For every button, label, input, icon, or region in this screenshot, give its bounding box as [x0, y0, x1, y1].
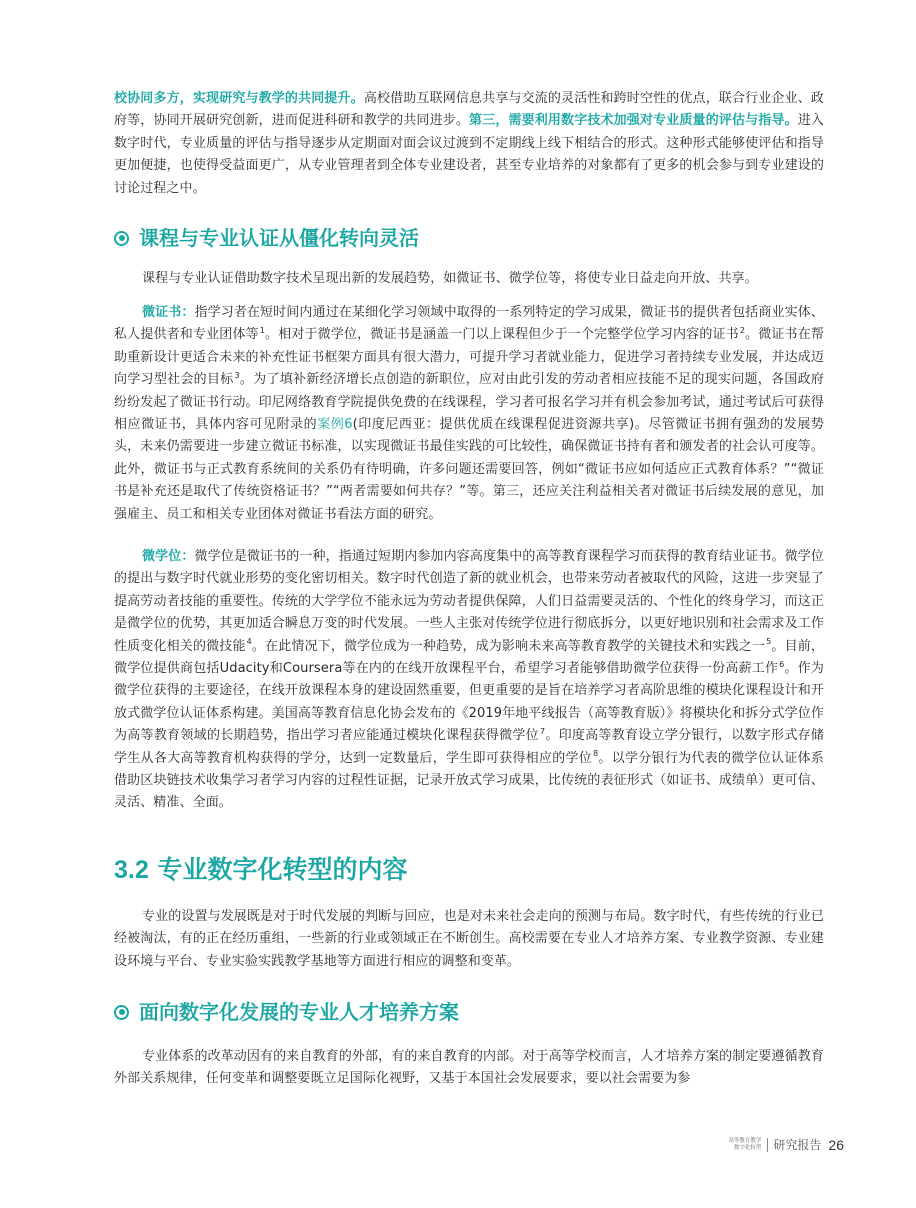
page-number: 26	[828, 1136, 844, 1153]
paragraph-trend: 课程与专业认证借助数字技术呈现出新的发展趋势，如微证书、微学位等，将使专业日益走向开放、共享。	[142, 271, 758, 286]
footnote-ref[interactable]: 1	[259, 326, 265, 336]
paragraph-intro: 校协同多方，实现研究与教学的共同提升。高校借助互联网信息共享与交流的灵活性和跨时空性的优点，联合行业企业、政府等，协同开展研究创新，进而促进科研和教学的共同进步。第三，需要利用数字技术加强对专业质量的评估与指导。进入数字时代，专业质量的评估与指导逐步从定期面对面会议过渡到不定期线上线下相结合的形式。这种形式能够使评估和指导更加便捷，也使得受益面更广，从专业管理者到全体专业建设者，甚至专业培养的对象都有了更多的机会参与到专业建设的讨论过程之中。	[114, 91, 824, 196]
section-heading-certification: 课程与专业认证从僵化转向灵活	[114, 224, 419, 252]
bullseye-icon	[114, 1005, 129, 1020]
section-heading-talent-plan: 面向数字化发展的专业人才培养方案	[114, 998, 459, 1026]
footer-report-title: 研究报告	[773, 1138, 822, 1152]
bullseye-icon	[114, 231, 129, 246]
paragraph-micro-degree: 微学位：微学位是微证书的一种，指通过短期内参加内容高度集中的高等教育课程学习而获得的教育结业证书。微学位的提出与数字时代就业形势的变化密切相关。数字时代创造了新的就业机会，也带来劳动者被取代的风险，这进一步突显了提高劳动者技能的重要性。传统的大学学位不能永远为劳动者提供保障，人们日益需要灵活的、个性化的终身学习，而这正是微学位的优势，其更加适合瞬息万变的时代发展。一些人主张对传统学位进行彻底拆分，以更好地识别和社会需求及工作性质变化相关的微技能$^4$。在此情况下，微学位成为一种趋势，成为影响未来高等教育教学的关键技术和实践之一$^5$。目前，微学位提供商包括Udacity和Coursera等在内的在线开放课程平台，希望学习者能够借助微学位获得一份高薪工作$^6$。作为微学位获得的主要途径，在线开放课程本身的建设固然重要，但更重要的是旨在培养学习者高阶思维的模块化课程设计和开放式微学位认证体系构建。美国高等教育信息化协会发布的《2019年地平线报告（高等教育版）》将模块化和拆分式学位作为高等教育领域的长期趋势，指出学习者应能通过模块化课程获得微学位$^7$。印度高等教育设立学分银行，以数字形式存储学生从各大高等教育机构获得的学分，达到一定数量后，学生即可获得相应的学位$^8$。以学分银行为代表的微学位认证体系借助区块链技术收集学习者学习内容的过程性证据，记录开放式学习成果，比传统的表征形式（如证书、成绩单）更可信、灵活、精准、全面。	[114, 549, 824, 811]
footnote-ref[interactable]: 4	[246, 637, 252, 647]
term-micro-degree: 微学位：	[142, 549, 195, 564]
paragraph-content-intro: 专业的设置与发展既是对于时代发展的判断与回应，也是对未来社会走向的预测与布局。数字时代，有些传统的行业已经被淘汰，有的正在经历重组，一些新的行业或领域正在不断创生。高校需要在专业人才培养方案、专业教学资源、专业建设环境与平台、专业实验实践教学基地等方面进行相应的调整和变革。	[114, 909, 824, 969]
chapter-heading	[114, 854, 408, 886]
chapter-title: 专业数字化转型的内容	[157, 855, 408, 884]
footnote-ref[interactable]: 5	[766, 637, 772, 647]
bold-lead: 校协同多方，实现研究与教学的共同提升。	[114, 91, 364, 106]
footnote-ref[interactable]: 7	[539, 726, 546, 736]
bold-third-point: 第三，需要利用数字技术加强对专业质量的评估与指导。	[469, 113, 798, 129]
footer-divider	[767, 1138, 768, 1152]
report-logo: 高等教育教学 数字化转型	[728, 1138, 762, 1151]
case-link[interactable]: 案例6	[317, 417, 353, 433]
paragraph-reform: 专业体系的改革动因有的来自教育的外部，有的来自教育的内部。对于高等学校而言，人才培养方案的制定要遵循教育外部关系规律，任何变革和调整要既立足国际化视野，又基于本国社会发展要求，要以社会需要为参	[114, 1049, 824, 1087]
footnote-ref[interactable]: 3	[234, 370, 240, 380]
term-micro-credential: 微证书：	[142, 305, 195, 320]
paragraph-micro-credential: 微证书：指学习者在短时间内通过在某细化学习领域中取得的一系列特定的学习成果，微证书的提供者包括商业实体、私人提供者和专业团体等$^1$。相对于微学位，微证书是涵盖一门以上课程但少于一个完整学位学习内容的证书$^2$。微证书在帮助重新设计更适合未来的补充性证书框架方面具有很大潜力，可提升学习者就业能力，促进学习者持续专业发展，并达成迈向学习型社会的目标$^3$。为了填补新经济增长点创造的新职位，应对由此引发的劳动者相应技能不足的现实问题，各国政府纷纷发起了微证书行动。印尼网络教育学院提供免费的在线课程，学习者可报名学习并有机会参加考试，通过考试后可获得相应微证书，具体内容可见附录的案例6(印度尼西亚：提供优质在线课程促进资源共享)。尽管微证书拥有强劲的发展势头，未来仍需要进一步建立微证书标准，以实现微证书最佳实践的可比较性，确保微证书持有者和颁发者的社会认可度等。此外，微证书与正式教育系统间的关系仍有待明确，许多问题还需要回答，例如“微证书应如何适应正式教育体系？”“微证书是补充还是取代了传统资格证书？”“两者需要如何共存？”等。第三，还应关注利益相关者对微证书后续发展的意见，加强雇主、员工和相关专业团体对微证书看法方面的研究。	[114, 305, 824, 522]
footnote-ref[interactable]: 2	[739, 326, 746, 336]
chapter-number: 3.2	[114, 856, 149, 884]
footnote-ref[interactable]: 6	[779, 659, 785, 669]
footnote-ref[interactable]: 8	[593, 749, 599, 759]
page-footer	[728, 1136, 844, 1153]
